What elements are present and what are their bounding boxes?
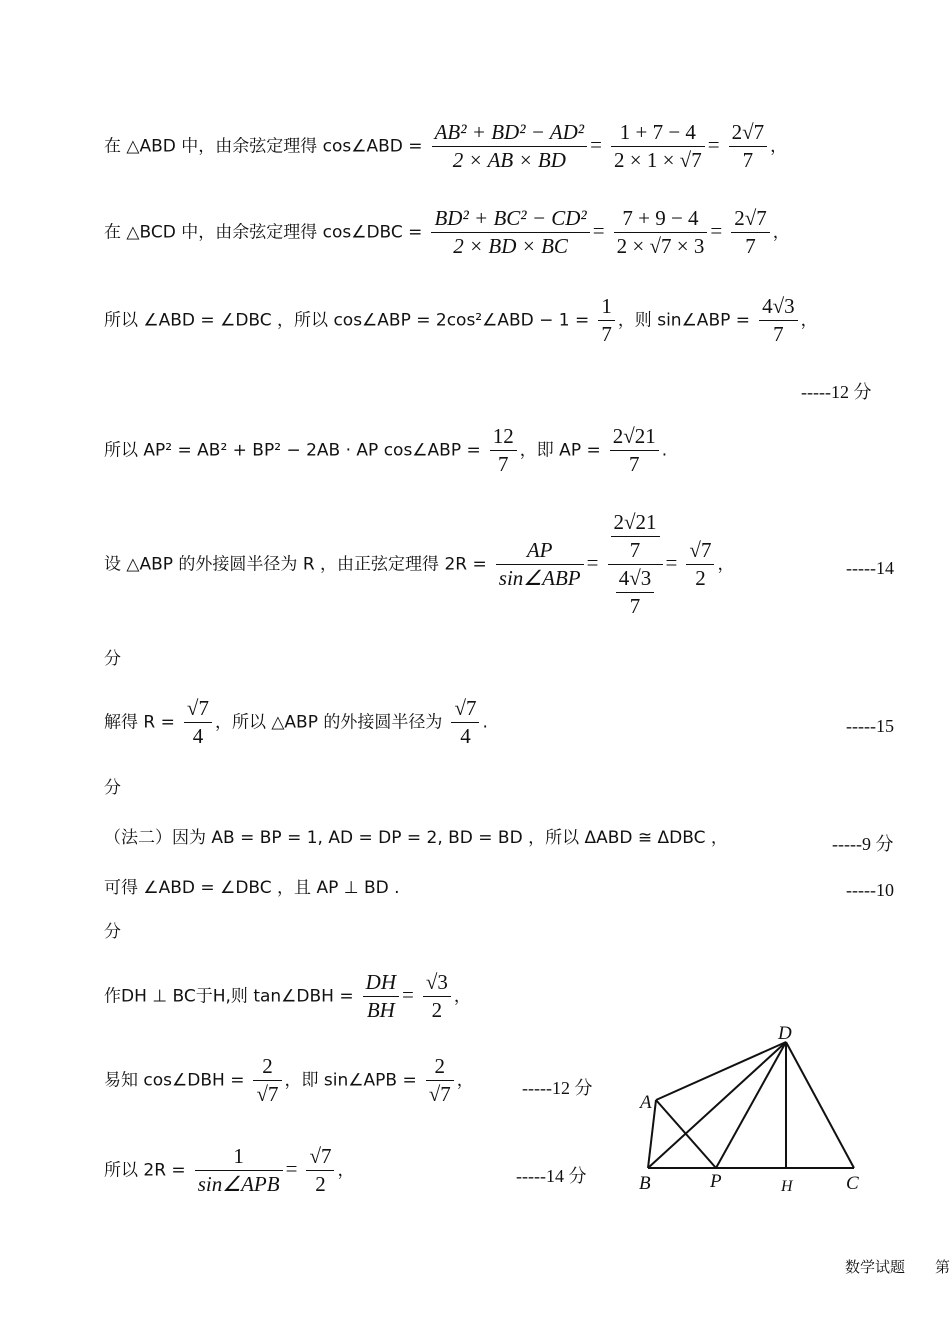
line-tan-dbh: 作DH ⊥ BC于H,则 tan∠DBH = $\frac{DH}{BH}$ = $\frac{√3}{2}$ ，	[104, 970, 471, 1022]
line-final-2r: 所以 2R = $\frac{1}{\text{sin∠APB}}$ = $\frac{√7}{2}$ ，	[104, 1144, 355, 1196]
score-marker: -----12 分	[801, 382, 872, 402]
line-text: 作DH ⊥ BC于H,则 tan∠DBH =	[104, 986, 354, 1007]
score-continuation: 分	[104, 922, 121, 942]
fraction: $\frac{7 + 9 - 4}{2 \times √7 \times 3}$	[614, 208, 708, 257]
line-method-two: （法二）因为 AB = BP = 1, AD = DP = 2, BD = BD ，所以 ΔABD ≅ ΔDBC ，	[104, 828, 728, 848]
fraction: $\frac{1}{\text{sin∠APB}}$	[195, 1146, 283, 1195]
fraction: $\frac{√7}{2}$	[686, 540, 714, 589]
line-text: 所以 ∠ABD = ∠DBC ，所以 cos∠ABP = 2cos²∠ABD − 1 =	[104, 310, 590, 331]
line-ap-squared: 所以 AP² = AB² + BP² − 2AB · AP cos∠ABP = $\frac{12}{7}$ ，即 AP = $\frac{2√21}{7}$ .	[104, 424, 668, 476]
score-marker: -----12 分	[522, 1078, 593, 1098]
line-text: 易知 cos∠DBH =	[104, 1070, 245, 1091]
fraction: $\frac{2√7}{7}$	[731, 208, 770, 257]
line-perpendicular: 可得 ∠ABD = ∠DBC ，且 AP ⊥ BD .	[104, 878, 400, 898]
fraction: $\frac{4√3}{7}$	[759, 296, 798, 345]
fraction: $\frac{2√7}{7}$	[729, 122, 768, 171]
score-marker: -----10	[846, 880, 894, 900]
fraction: $\frac{1}{7}$	[598, 296, 615, 345]
score-continuation: 分	[104, 649, 121, 669]
fraction: $\frac{2}{√7}$	[253, 1056, 281, 1105]
fraction: $\frac{2√21}{7}$	[610, 426, 659, 475]
label-p: P	[710, 1171, 722, 1192]
line-text: 解得 R =	[104, 712, 175, 733]
line-text: 设 △ABP 的外接圆半径为 R ，由正弦定理得 2R =	[104, 554, 487, 575]
segment-ad	[656, 1042, 786, 1100]
fraction: $\frac{√3}{2}$	[423, 972, 451, 1021]
line-radius-result: 解得 R = $\frac{√7}{4}$ ，所以 △ABP 的外接圆半径为 $\frac{√7}{4}$ .	[104, 696, 488, 748]
line-cos-abd: 在 △ABD 中，由余弦定理得 cos∠ABD = $\frac{\text{AB² + BD² − AD²}}{2 \times AB \times BD}$ = $\frac{1 + 7 - 4}{2 \times 1 \times √7}$ = $\frac{2√7}{7}$ ，	[104, 120, 788, 172]
fraction: $\frac{DH}{BH}$	[363, 972, 399, 1021]
fraction: $\frac{12}{7}$	[490, 426, 517, 475]
page-footer: 数学试题 第	[844, 1258, 950, 1276]
line-sine-law: 设 △ABP 的外接圆半径为 R ，由正弦定理得 2R = $\frac{AP}{\text{sin∠ABP}}$ = $\frac{\frac{2√21}{7}}{\frac{4√3}{7}}$ = $\frac{√7}{2}$ ，	[104, 510, 735, 618]
fraction: $\frac{2}{√7}$	[426, 1056, 454, 1105]
score-marker: -----14 分	[516, 1166, 587, 1186]
fraction: $\frac{1 + 7 - 4}{2 \times 1 \times √7}$	[611, 122, 705, 171]
line-text: 在 △BCD 中，由余弦定理得 cos∠DBC =	[104, 222, 423, 243]
score-marker: -----14	[846, 558, 894, 578]
label-b: B	[639, 1173, 651, 1194]
line-text: 所以 2R =	[104, 1160, 186, 1181]
line-text: 所以 AP² = AB² + BP² − 2AB · AP cos∠ABP =	[104, 440, 481, 461]
fraction: $\frac{\text{BD² + BC² − CD²}}{2 \times BD \times BC}$	[431, 208, 589, 257]
line-cos-dbc: 在 △BCD 中，由余弦定理得 cos∠DBC = $\frac{\text{BD² + BC² − CD²}}{2 \times BD \times BC}$ = $\frac{7 + 9 - 4}{2 \times √7 \times 3}$ = $\frac{2√7}{7}$ ，	[104, 206, 790, 258]
segment-bd	[648, 1042, 786, 1168]
label-c: C	[846, 1173, 859, 1194]
segment-pd	[716, 1042, 786, 1168]
label-h: H	[781, 1178, 793, 1195]
fraction: $\frac{√7}{2}$	[306, 1146, 334, 1195]
fraction: $\frac{\text{AB² + BD² − AD²}}{2 \times AB \times BD}$	[432, 122, 588, 171]
compound-fraction: $\frac{\frac{2√21}{7}}{\frac{4√3}{7}}$	[608, 512, 663, 617]
segment-dc	[786, 1042, 854, 1168]
line-cos-dbh: 易知 cos∠DBH = $\frac{2}{√7}$ ，即 sin∠APB = $\frac{2}{√7}$ ，	[104, 1054, 474, 1106]
fraction: $\frac{√7}{4}$	[184, 698, 212, 747]
label-d: D	[778, 1023, 792, 1044]
score-marker: -----15	[846, 716, 894, 736]
geometry-figure	[628, 1022, 868, 1202]
fraction: $\frac{√7}{4}$	[451, 698, 479, 747]
fraction: $\frac{AP}{\text{sin∠ABP}}$	[496, 540, 584, 589]
score-marker: -----9 分	[832, 834, 894, 854]
label-a: A	[640, 1092, 652, 1113]
line-text: 在 △ABD 中，由余弦定理得 cos∠ABD =	[104, 136, 423, 157]
score-continuation: 分	[104, 778, 121, 798]
line-angle-equal: 所以 ∠ABD = ∠DBC ，所以 cos∠ABP = 2cos²∠ABD − 1 = $\frac{1}{7}$ ，则 sin∠ABP = $\frac{4√3}{7}$ ，	[104, 294, 818, 346]
